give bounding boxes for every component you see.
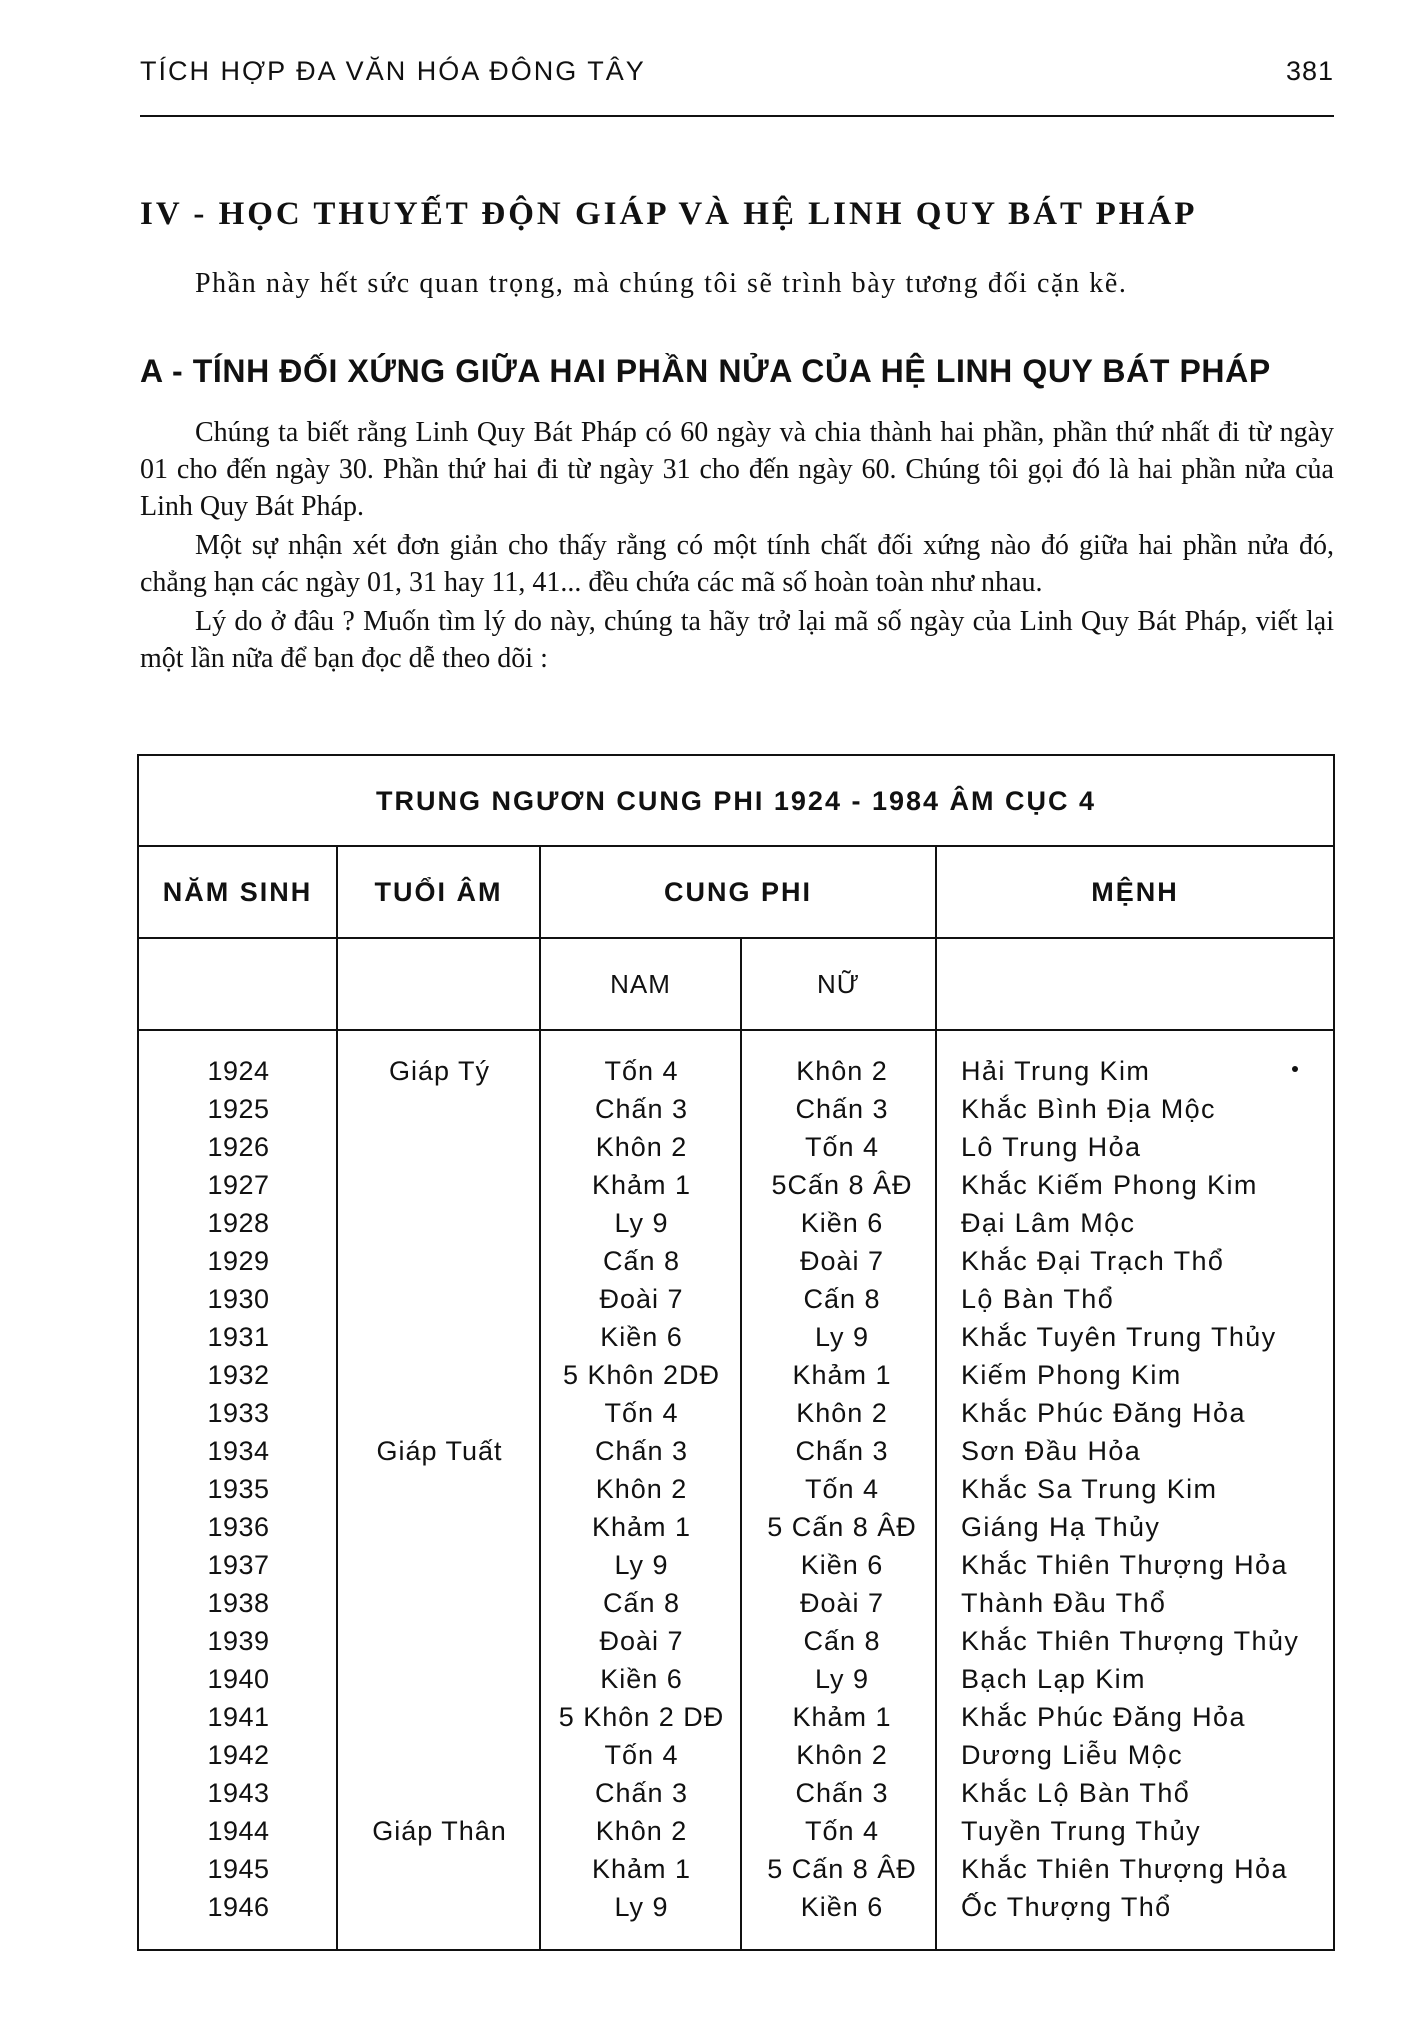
tuoi-am-cell: Giáp Tuất xyxy=(376,1436,503,1466)
header-cung-phi: CUNG PHI xyxy=(663,877,812,907)
table-row xyxy=(139,1242,1333,1280)
running-header-title: TÍCH HỢP ĐA VĂN HÓA ĐÔNG TÂY xyxy=(140,56,646,86)
cung-phi-nam-cell: Chấn 3 xyxy=(594,1094,689,1124)
year-cell: 1926 xyxy=(207,1132,270,1162)
year-cell: 1943 xyxy=(207,1778,270,1808)
cung-phi-nu-cell: Tốn 4 xyxy=(804,1816,880,1846)
cung-phi-nu-cell: Kiền 6 xyxy=(800,1208,884,1238)
table-row xyxy=(139,1508,1333,1546)
subheader-nam: NAM xyxy=(610,969,671,999)
table-row xyxy=(139,1432,1333,1470)
menh-cell: Ốc Thượng Thổ xyxy=(961,1892,1172,1922)
paragraph: Lý do ở đâu ? Muốn tìm lý do này, chúng ta hãy trở lại mã số ngày của Linh Quy Bát Pháp, viết lại một lần nữa để bạn đọc dễ theo dõi : xyxy=(140,606,1334,674)
cung-phi-nu-cell: Chấn 3 xyxy=(795,1094,889,1124)
tuoi-am-cell xyxy=(338,1128,541,1166)
cung-phi-nu-cell: Khảm 1 xyxy=(792,1360,892,1390)
tuoi-am-cell xyxy=(338,1090,541,1128)
cung-phi-nu-cell: 5 Cấn 8 ÂĐ xyxy=(767,1512,917,1542)
cung-phi-nam-cell: Chấn 3 xyxy=(594,1436,689,1466)
year-cell: 1933 xyxy=(207,1398,270,1428)
header-nam-sinh: NĂM SINH xyxy=(162,877,313,907)
menh-cell: Khắc Tuyên Trung Thủy xyxy=(961,1322,1277,1352)
table-row xyxy=(139,1128,1333,1166)
tuoi-am-cell xyxy=(338,1204,541,1242)
year-cell: 1927 xyxy=(207,1170,270,1200)
tuoi-am-cell xyxy=(338,1850,541,1888)
year-cell: 1946 xyxy=(207,1892,270,1922)
cung-phi-nu-cell: Ly 9 xyxy=(814,1664,870,1694)
cung-phi-nam-cell: Kiền 6 xyxy=(600,1664,683,1694)
menh-cell: Thành Đầu Thổ xyxy=(961,1588,1167,1618)
tuoi-am-cell xyxy=(338,1242,541,1280)
cung-phi-nu-cell: Ly 9 xyxy=(814,1322,870,1352)
cung-phi-nam-cell: Tốn 4 xyxy=(604,1398,679,1428)
cung-phi-nam-cell: 5 Khôn 2 DĐ xyxy=(558,1702,725,1732)
menh-cell: Lô Trung Hỏa xyxy=(961,1132,1142,1162)
year-cell: 1935 xyxy=(207,1474,270,1504)
cung-phi-nam-cell: Khảm 1 xyxy=(591,1512,692,1542)
table-row xyxy=(139,1812,1333,1850)
cung-phi-nu-cell: Kiền 6 xyxy=(800,1892,884,1922)
header-rule xyxy=(140,115,1334,117)
year-cell: 1929 xyxy=(207,1246,270,1276)
menh-cell: Khắc Phúc Đăng Hỏa xyxy=(961,1398,1246,1428)
table-row xyxy=(139,1052,1333,1090)
tuoi-am-cell xyxy=(338,1584,541,1622)
year-cell: 1932 xyxy=(207,1360,270,1390)
tuoi-am-cell xyxy=(338,1508,541,1546)
year-cell: 1942 xyxy=(207,1740,270,1770)
cung-phi-nu-cell: Khôn 2 xyxy=(796,1056,888,1086)
cung-phi-nam-cell: Đoài 7 xyxy=(599,1626,684,1656)
cung-phi-nu-cell: Cấn 8 xyxy=(803,1626,881,1656)
menh-cell: Tuyền Trung Thủy xyxy=(961,1816,1202,1846)
section-title: IV - HỌC THUYẾT ĐỘN GIÁP VÀ HỆ LINH QUY BÁT PHÁP xyxy=(140,196,1198,232)
tuoi-am-cell xyxy=(338,1280,541,1318)
cung-phi-table xyxy=(137,754,1335,1951)
table-row xyxy=(139,1090,1333,1128)
year-cell: 1930 xyxy=(207,1284,270,1314)
tuoi-am-cell xyxy=(338,1356,541,1394)
tuoi-am-cell xyxy=(338,1774,541,1812)
cung-phi-nam-cell: Kiền 6 xyxy=(600,1322,683,1352)
cung-phi-nam-cell: Ly 9 xyxy=(614,1892,669,1922)
menh-cell: Khắc Bình Địa Mộc xyxy=(961,1094,1216,1124)
year-cell: 1945 xyxy=(207,1854,270,1884)
table-row xyxy=(139,1736,1333,1774)
table-row xyxy=(139,1280,1333,1318)
menh-cell: Giáng Hạ Thủy xyxy=(961,1512,1161,1542)
tuoi-am-cell xyxy=(338,1318,541,1356)
header-tuoi-am: TUỔI ÂM xyxy=(374,877,503,907)
menh-cell: Lộ Bàn Thổ xyxy=(961,1284,1115,1314)
menh-cell: Sơn Đầu Hỏa xyxy=(961,1436,1142,1466)
table-row xyxy=(139,1622,1333,1660)
menh-cell: Bạch Lạp Kim xyxy=(961,1664,1146,1694)
cung-phi-nu-cell: Chấn 3 xyxy=(795,1778,889,1808)
tuoi-am-cell xyxy=(338,1546,541,1584)
running-header xyxy=(140,52,1334,92)
cung-phi-nam-cell: 5 Khôn 2DĐ xyxy=(562,1360,721,1390)
menh-cell: Đại Lâm Mộc xyxy=(961,1208,1136,1238)
table-row xyxy=(139,1660,1333,1698)
cung-phi-nam-cell: Tốn 4 xyxy=(604,1056,679,1086)
cung-phi-nam-cell: Khôn 2 xyxy=(595,1132,688,1162)
tuoi-am-cell xyxy=(338,1888,541,1926)
cung-phi-nam-cell: Khảm 1 xyxy=(591,1854,692,1884)
menh-cell: Khắc Thiên Thượng Hỏa xyxy=(961,1550,1288,1580)
year-cell: 1940 xyxy=(207,1664,270,1694)
year-cell: 1938 xyxy=(207,1588,270,1618)
subheader-nu: NỮ xyxy=(817,969,860,999)
table-row xyxy=(139,1470,1333,1508)
tuoi-am-cell xyxy=(338,1470,541,1508)
stray-dot-mark xyxy=(1292,1066,1298,1072)
cung-phi-nam-cell: Ly 9 xyxy=(614,1208,669,1238)
cung-phi-nu-cell: Khôn 2 xyxy=(796,1740,888,1770)
table-row xyxy=(139,1546,1333,1584)
table-row xyxy=(139,1888,1333,1926)
cung-phi-nam-cell: Khảm 1 xyxy=(591,1170,692,1200)
year-cell: 1928 xyxy=(207,1208,270,1238)
cung-phi-nam-cell: Khôn 2 xyxy=(595,1816,688,1846)
year-cell: 1936 xyxy=(207,1512,270,1542)
cung-phi-nu-cell: 5Cấn 8 ÂĐ xyxy=(771,1170,913,1200)
table-row xyxy=(139,1698,1333,1736)
table-row xyxy=(139,1318,1333,1356)
cung-phi-nam-cell: Chấn 3 xyxy=(594,1778,689,1808)
menh-cell: Dương Liễu Mộc xyxy=(961,1740,1183,1770)
year-cell: 1934 xyxy=(207,1436,270,1466)
table-title: TRUNG NGƯƠN CUNG PHI 1924 - 1984 ÂM CỤC 4 xyxy=(375,786,1097,816)
cung-phi-nam-cell: Đoài 7 xyxy=(599,1284,684,1314)
tuoi-am-cell: Giáp Tý xyxy=(388,1056,491,1086)
intro-paragraph: Phần này hết sức quan trọng, mà chúng tôi sẽ trình bày tương đối cặn kẽ. xyxy=(195,268,1128,299)
table-row xyxy=(139,1850,1333,1888)
table-body xyxy=(139,1052,1333,1926)
cung-phi-nu-cell: Chấn 3 xyxy=(795,1436,889,1466)
cung-phi-nu-cell: Cấn 8 xyxy=(803,1284,881,1314)
cung-phi-nam-cell: Cấn 8 xyxy=(602,1246,681,1276)
page-number: 381 xyxy=(1285,56,1334,86)
menh-cell: Khắc Thiên Thượng Thủy xyxy=(961,1626,1300,1656)
menh-cell: Hải Trung Kim xyxy=(961,1056,1151,1086)
year-cell: 1931 xyxy=(207,1322,270,1352)
tuoi-am-cell xyxy=(338,1660,541,1698)
year-cell: 1944 xyxy=(207,1816,270,1846)
menh-cell: Khắc Lộ Bàn Thổ xyxy=(961,1778,1191,1808)
cung-phi-nam-cell: Tốn 4 xyxy=(604,1740,679,1770)
cung-phi-nu-cell: Tốn 4 xyxy=(804,1132,880,1162)
table-row xyxy=(139,1356,1333,1394)
paragraph: Chúng ta biết rằng Linh Quy Bát Pháp có 60 ngày và chia thành hai phần, phần thứ nhất đi từ ngày 01 cho đến ngày 30. Phần thứ hai đi từ ngày 31 cho đến ngày 60. Chúng tôi gọi đó là hai phần nửa của Linh Quy Bát Pháp. xyxy=(140,417,1334,522)
tuoi-am-cell xyxy=(338,1394,541,1432)
paragraph: Một sự nhận xét đơn giản cho thấy rằng có một tính chất đối xứng nào đó giữa hai phần nửa đó, chẳng hạn các ngày 01, 31 hay 11, 41... đều chứa các mã số hoàn toàn như nhau. xyxy=(140,530,1334,598)
cung-phi-nu-cell: Khôn 2 xyxy=(796,1398,888,1428)
menh-cell: Khắc Đại Trạch Thổ xyxy=(961,1246,1225,1276)
body-text xyxy=(140,414,1334,679)
year-cell: 1925 xyxy=(207,1094,270,1124)
header-menh: MỆNH xyxy=(1091,877,1179,907)
table-row xyxy=(139,1584,1333,1622)
menh-cell: Khắc Thiên Thượng Hỏa xyxy=(961,1854,1288,1884)
year-cell: 1939 xyxy=(207,1626,270,1656)
table-row xyxy=(139,1166,1333,1204)
cung-phi-nam-cell: Khôn 2 xyxy=(595,1474,688,1504)
tuoi-am-cell xyxy=(338,1622,541,1660)
subsection-title: A - TÍNH ĐỐI XỨNG GIỮA HAI PHẦN NỬA CỦA HỆ LINH QUY BÁT PHÁP xyxy=(140,353,1271,389)
cung-phi-nu-cell: Tốn 4 xyxy=(804,1474,880,1504)
menh-cell: Khắc Sa Trung Kim xyxy=(961,1474,1218,1504)
year-cell: 1937 xyxy=(207,1550,270,1580)
cung-phi-nu-cell: Đoài 7 xyxy=(799,1588,885,1618)
tuoi-am-cell xyxy=(338,1698,541,1736)
cung-phi-nu-cell: Đoài 7 xyxy=(799,1246,885,1276)
cung-phi-nu-cell: Khảm 1 xyxy=(792,1702,892,1732)
tuoi-am-cell: Giáp Thân xyxy=(372,1816,507,1846)
table-row xyxy=(139,1774,1333,1812)
year-cell: 1941 xyxy=(207,1702,270,1732)
menh-cell: Khắc Kiếm Phong Kim xyxy=(961,1170,1258,1200)
year-cell: 1924 xyxy=(207,1056,270,1086)
table-row xyxy=(139,1394,1333,1432)
menh-cell: Kiếm Phong Kim xyxy=(961,1360,1182,1390)
cung-phi-nam-cell: Cấn 8 xyxy=(602,1588,681,1618)
tuoi-am-cell xyxy=(338,1166,541,1204)
menh-cell: Khắc Phúc Đăng Hỏa xyxy=(961,1702,1246,1732)
cung-phi-nu-cell: 5 Cấn 8 ÂĐ xyxy=(767,1854,917,1884)
cung-phi-nu-cell: Kiền 6 xyxy=(800,1550,884,1580)
cung-phi-nam-cell: Ly 9 xyxy=(614,1550,669,1580)
tuoi-am-cell xyxy=(338,1736,541,1774)
table-row xyxy=(139,1204,1333,1242)
